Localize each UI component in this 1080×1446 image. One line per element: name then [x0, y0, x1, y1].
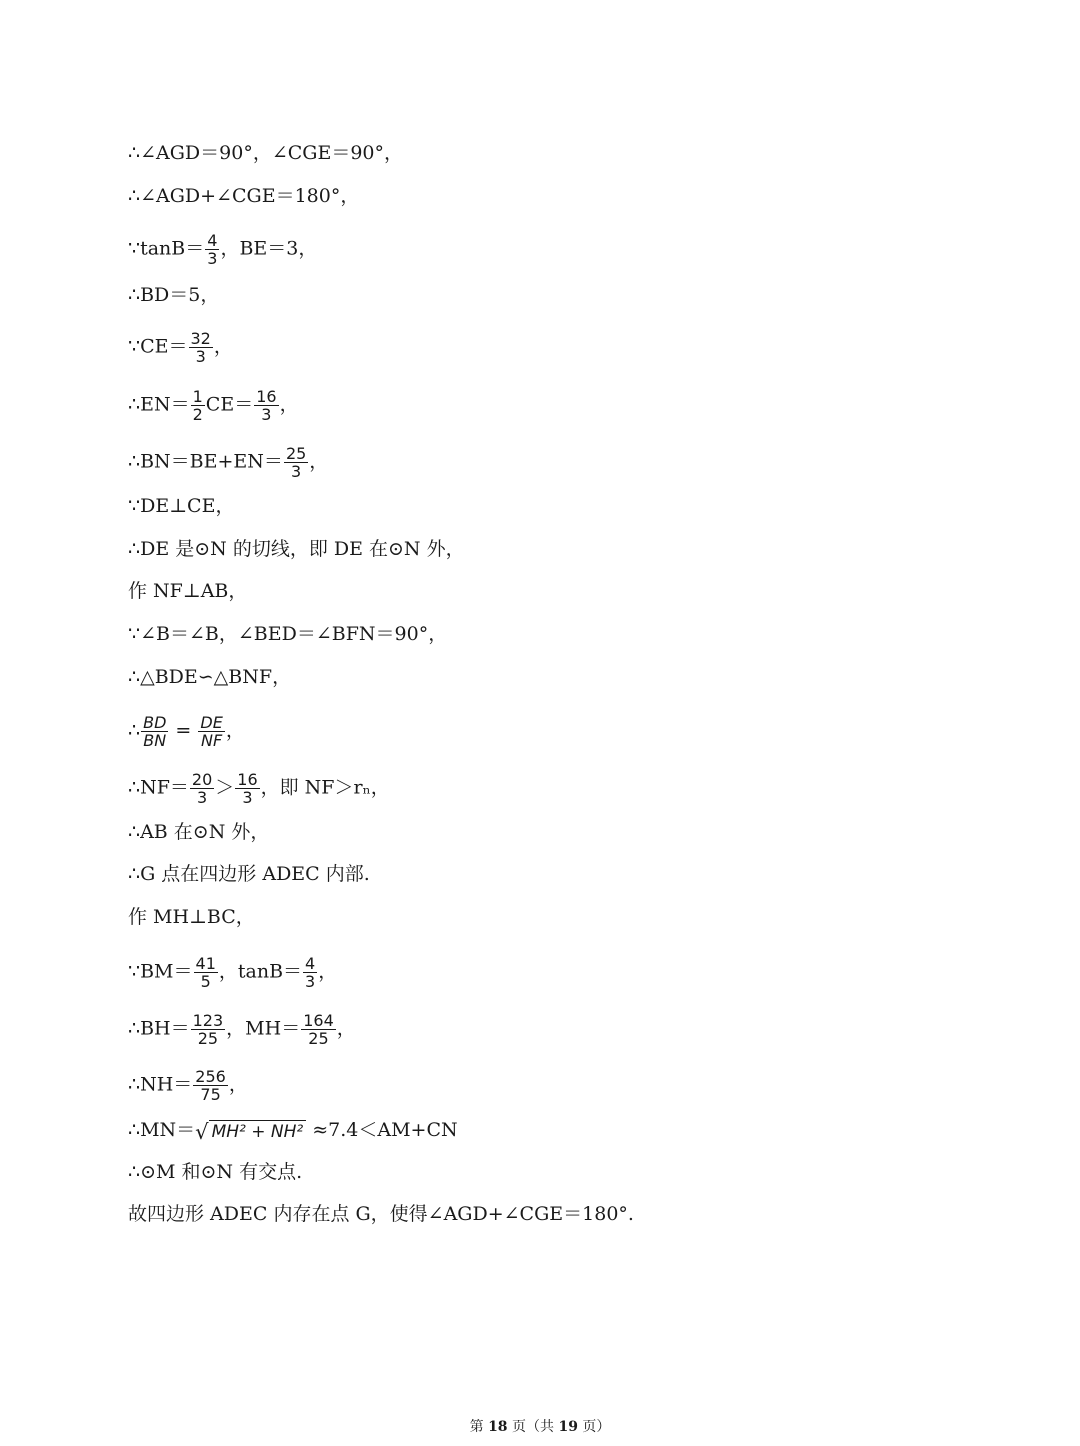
solution-line	[128, 494, 234, 518]
solution-line	[128, 232, 317, 267]
fraction-denominator: 3	[261, 405, 272, 424]
line-text: ，	[279, 393, 299, 416]
square-root	[195, 1120, 306, 1143]
fraction-numerator: 164	[303, 1011, 334, 1030]
line-text: 故四边形 ADEC 内存在点 G，使得∠AGD+∠CGE＝180°.	[128, 1203, 634, 1225]
line-text: ∴BD＝5，	[128, 284, 220, 306]
fraction	[198, 714, 224, 749]
fraction-denominator: 3	[291, 462, 302, 481]
line-text: ∴NF＝	[128, 776, 189, 799]
solution-line	[128, 1012, 356, 1047]
fraction-denominator: 5	[200, 972, 211, 991]
line-text: ∴△BDE∽△BNF，	[128, 666, 292, 688]
fraction-numerator: 25	[285, 444, 307, 463]
fraction	[194, 955, 218, 990]
line-text: ∵DE⊥CE，	[128, 495, 235, 517]
solution-line	[128, 1160, 302, 1184]
footer-prefix: 第	[469, 1419, 489, 1435]
fraction-numerator: 20	[191, 770, 213, 789]
solution-line	[128, 283, 219, 307]
line-text: ∴BN＝BE+EN＝	[128, 450, 283, 473]
line-text: ，	[309, 450, 329, 473]
line-text: =	[169, 719, 198, 742]
solution-line	[128, 579, 247, 603]
fraction-numerator: BD	[143, 713, 167, 732]
line-text: ∴⊙M 和⊙N 有交点.	[128, 1161, 303, 1183]
solution-line	[128, 184, 359, 208]
fraction-numerator: 256	[195, 1067, 226, 1086]
line-text: ∴NH＝	[128, 1073, 193, 1096]
line-text: ≈7.4＜AM+CN	[306, 1119, 458, 1141]
radicand: MH² + NH²	[209, 1120, 307, 1143]
fraction-numerator: 16	[237, 770, 258, 789]
line-text: ，	[225, 719, 245, 742]
footer-middle: 页（共	[507, 1419, 559, 1435]
line-text: ∴∠AGD+∠CGE＝180°，	[128, 185, 360, 207]
fraction-denominator: 3	[305, 972, 316, 991]
solution-line	[128, 1068, 248, 1103]
solution-line	[128, 141, 403, 165]
line-text: ∴EN＝	[128, 393, 190, 416]
line-text: ∵BM＝	[128, 960, 193, 983]
fraction-numerator: 32	[190, 329, 211, 348]
line-text: ，即 NF＞rₙ，	[260, 776, 390, 799]
footer-page-number: 18	[488, 1419, 508, 1435]
page-footer	[0, 1416, 1080, 1436]
line-text: ，	[318, 960, 338, 983]
fraction-denominator: 75	[200, 1085, 221, 1104]
line-text: ∵∠B＝∠B，∠BED＝∠BFN＝90°，	[128, 623, 448, 645]
fraction-denominator: 3	[242, 788, 253, 807]
solution-line	[128, 622, 447, 646]
fraction-denominator: BN	[143, 731, 167, 750]
solution-line	[128, 771, 390, 806]
line-text: ∴AB 在⊙N 外，	[128, 821, 270, 843]
solution-line	[128, 445, 328, 480]
line-text: ，MH＝	[226, 1017, 301, 1040]
solution-line	[128, 714, 245, 749]
footer-total-pages: 19	[558, 1419, 578, 1435]
fraction-denominator: 3	[207, 249, 218, 268]
fraction	[235, 771, 259, 806]
line-text: ＞	[215, 776, 235, 799]
solution-line	[128, 862, 370, 886]
fraction	[191, 1012, 226, 1047]
solution-line	[128, 955, 337, 990]
fraction	[254, 388, 278, 423]
line-text: ，BE＝3，	[220, 237, 318, 260]
fraction-numerator: DE	[200, 713, 223, 732]
line-text: ∴MN＝	[128, 1119, 196, 1141]
solution-line	[128, 537, 465, 561]
fraction-numerator: 4	[305, 954, 316, 973]
fraction	[141, 714, 168, 749]
line-text: ∴∠AGD＝90°，∠CGE＝90°，	[128, 142, 403, 164]
line-text: ，	[336, 1017, 356, 1040]
fraction-denominator: 25	[197, 1029, 219, 1048]
fraction	[301, 1012, 336, 1047]
solution-line	[128, 905, 255, 929]
fraction	[193, 1068, 228, 1103]
line-text: ∴G 点在四边形 ADEC 内部.	[128, 863, 370, 885]
line-text: ∴DE 是⊙N 的切线，即 DE 在⊙N 外，	[128, 538, 465, 560]
radical-icon: √	[195, 1119, 209, 1144]
line-text: 作 MH⊥BC，	[128, 906, 255, 928]
fraction-numerator: 16	[256, 387, 277, 406]
fraction-denominator: 3	[196, 788, 208, 807]
line-text: ∴	[128, 719, 141, 742]
solution-line	[128, 330, 233, 365]
fraction	[190, 771, 214, 806]
fraction-numerator: 1	[192, 387, 203, 406]
fraction	[284, 445, 308, 480]
fraction	[189, 330, 213, 365]
fraction-numerator: 4	[207, 231, 218, 250]
solution-line	[128, 388, 299, 423]
line-text: ∵tanB＝	[128, 237, 205, 260]
fraction-denominator: NF	[201, 731, 223, 750]
line-text: ∵CE＝	[128, 335, 188, 358]
line-text: ∴BH＝	[128, 1017, 190, 1040]
fraction-denominator: 25	[308, 1029, 329, 1048]
line-text: ，tanB＝	[218, 960, 303, 983]
line-text: CE＝	[205, 393, 254, 416]
solution-line	[128, 665, 291, 689]
solution-line	[128, 820, 269, 844]
line-text: ，	[228, 1073, 248, 1096]
fraction	[191, 388, 205, 423]
solution-line	[128, 1118, 458, 1143]
footer-suffix: 页）	[577, 1419, 611, 1435]
fraction-numerator: 123	[192, 1011, 224, 1030]
fraction-denominator: 2	[192, 405, 203, 424]
fraction	[205, 232, 219, 267]
line-text: ，	[213, 335, 233, 358]
line-text: 作 NF⊥AB，	[128, 580, 248, 602]
fraction	[303, 955, 317, 990]
fraction-numerator: 41	[195, 954, 216, 973]
fraction-denominator: 3	[195, 347, 206, 366]
solution-line	[128, 1202, 634, 1226]
